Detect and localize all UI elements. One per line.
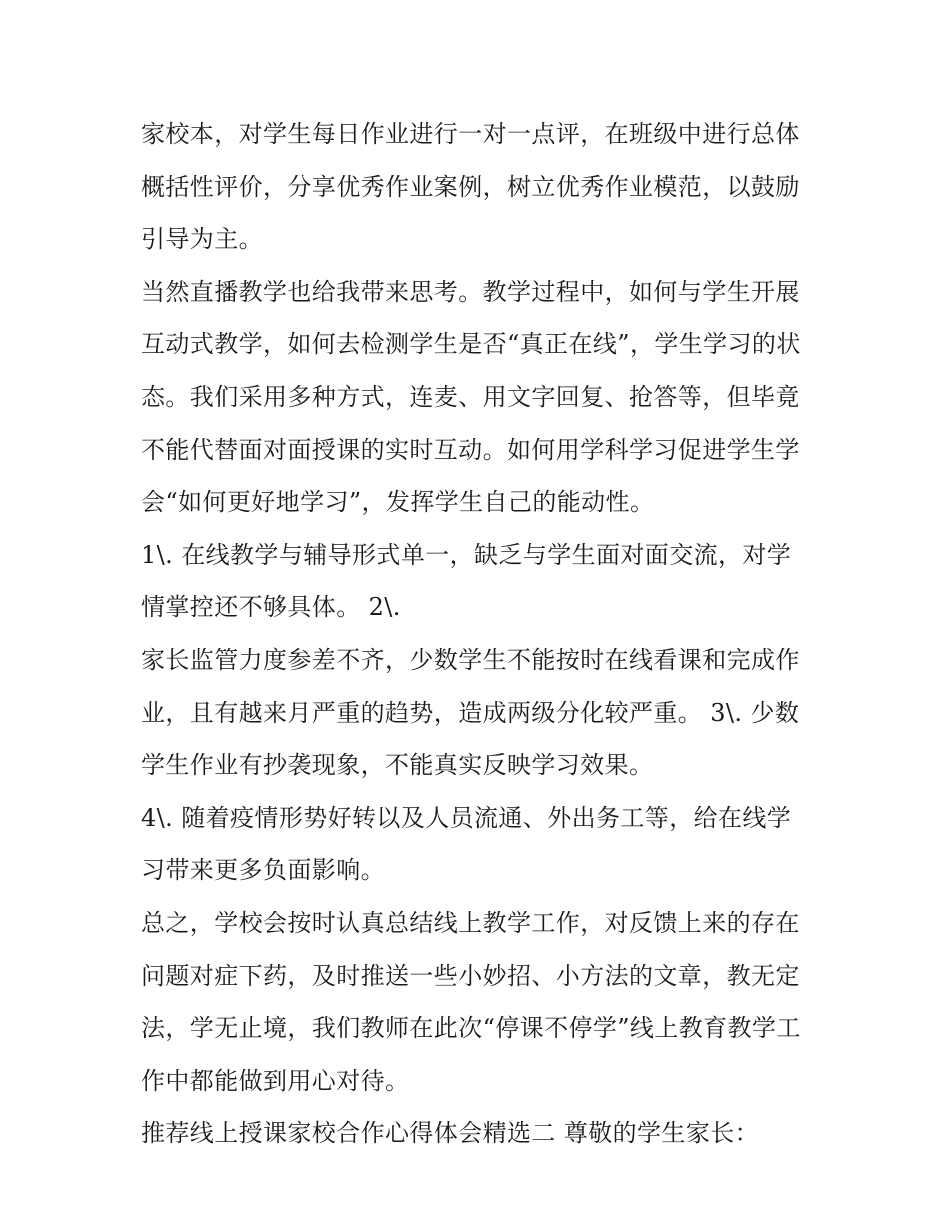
paragraph (141, 108, 821, 266)
text-line: 情掌控还不够具体。 2\. (141, 593, 401, 622)
text-line: 推荐线上授课家校合作心得体会精选二 尊敬的学生家长： (141, 1119, 760, 1148)
text-line: 不能代替面对面授课的实时互动。如何用学科学习促进学生学 (141, 435, 800, 464)
paragraph (141, 634, 821, 792)
text-line: 概括性评价，分享优秀作业案例，树立优秀作业模范，以鼓励 (141, 172, 800, 201)
text-line: 习带来更多负面影响。 (141, 856, 385, 885)
text-line: 学生作业有抄袭现象，不能真实反映学习效果。 (141, 751, 654, 780)
text-line: 互动式教学，如何去检测学生是否“真正在线”，学生学习的状 (141, 330, 801, 359)
text-line: 家长监管力度参差不齐，少数学生不能按时在线看课和完成作 (141, 645, 800, 674)
text-line: 会“如何更好地学习”，发挥学生自己的能动性。 (141, 488, 655, 517)
text-line: 家校本，对学生每日作业进行一对一点评，在班级中进行总体 (141, 120, 800, 148)
text-line: 4\. 随着疫情形势好转以及人员流通、外出务工等，给在线学 (141, 803, 792, 832)
paragraph (141, 897, 821, 1107)
text-line: 法，学无止境，我们教师在此次“停课不停学”线上教育教学工 (141, 1014, 801, 1043)
paragraph (141, 792, 821, 897)
paragraph (141, 266, 821, 529)
document-body (141, 108, 821, 1160)
text-line: 1\. 在线教学与辅导形式单一，缺乏与学生面对面交流，对学 (141, 540, 792, 569)
text-line: 态。我们采用多种方式，连麦、用文字回复、抢答等，但毕竟 (141, 382, 800, 411)
text-line: 当然直播教学也给我带来思考。教学过程中，如何与学生开展 (141, 277, 800, 306)
text-line: 作中都能做到用心对待。 (141, 1066, 410, 1095)
text-line: 业，且有越来月严重的趋势，造成两级分化较严重。 3\. 少数 (141, 698, 800, 727)
paragraph (141, 1107, 821, 1160)
text-line: 引导为主。 (141, 225, 263, 254)
text-line: 总之，学校会按时认真总结线上教学工作，对反馈上来的存在 (141, 908, 800, 937)
paragraph (141, 529, 821, 634)
text-line: 问题对症下药，及时推送一些小妙招、小方法的文章，教无定 (141, 961, 800, 990)
